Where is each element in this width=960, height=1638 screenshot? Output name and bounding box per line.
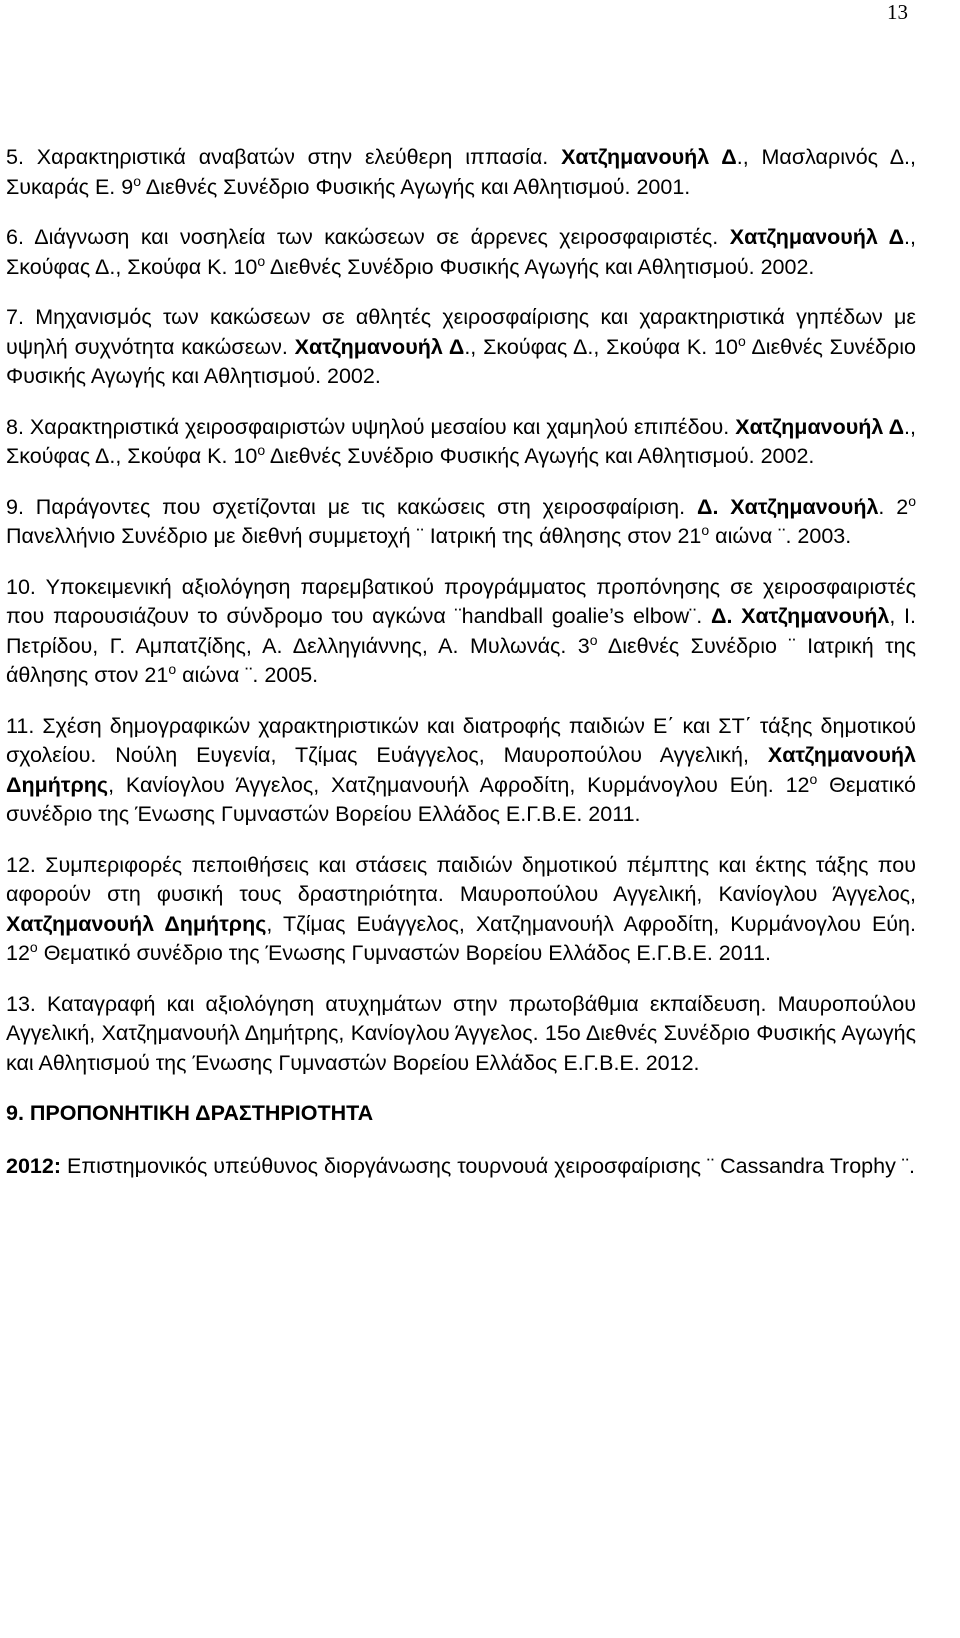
author-highlight: Χατζημανουήλ Δημήτρης bbox=[6, 743, 916, 797]
superscript: ο bbox=[29, 938, 38, 955]
entry-text: 7. Μηχανισμός των κακώσεων σε αθλητές χειροσφαίρισης και χαρακτηριστικά γηπέδων με υψηλή συχνότητα κακώσεων. bbox=[6, 305, 916, 359]
entry-text: , Κανίογλου Άγγελος, Χατζημανουήλ Αφροδίτη, Κυρμάνογλου Εύη. 12 bbox=[108, 772, 810, 797]
entry-text: Διεθνές Συνέδριο Φυσικής Αγωγής και Αθλητισμού. 2002. bbox=[265, 444, 815, 468]
publication-entry bbox=[6, 990, 916, 1079]
entry-text: 12. Συμπεριφορές πεποιθήσεις και στάσεις παιδιών δημοτικού πέμπτης και έκτης τάξης που αφορούν στη φυσική τους δραστηριότητα. Μαυροπούλου Αγγελική, Κανίογλου Άγγελος, bbox=[6, 852, 916, 906]
entry-text: ., Σκούφας Δ., Σκούφα Κ. 10 bbox=[6, 414, 916, 468]
entry-text: αιώνα ¨. 2005. bbox=[176, 663, 319, 687]
author-highlight: Χατζημανουήλ Δ bbox=[294, 334, 465, 359]
superscript: ο bbox=[257, 252, 266, 269]
activity-year: 2012: bbox=[6, 1153, 61, 1178]
publication-entry bbox=[6, 223, 916, 282]
page-number: 13 bbox=[887, 0, 908, 24]
document-body bbox=[6, 143, 916, 1181]
superscript: ο bbox=[133, 172, 142, 189]
entry-text: 9. Παράγοντες που σχετίζονται με τις κακώσεις στη χειροσφαίριση. bbox=[6, 494, 697, 519]
entry-text: 11. Σχέση δημογραφικών χαρακτηριστικών και διατροφής παιδιών Ε΄ και ΣΤ΄ τάξης δημοτικού σχολείου. Νούλη Ευγενία, Τζίμας Ευάγγελος, Μαυροπούλου Αγγελική, bbox=[6, 713, 916, 767]
entry-text: , Ι. Πετρίδου, Γ. Αμπατζίδης, Α. Δελληγιάννης, Α. Μυλωνάς. 3 bbox=[6, 604, 916, 658]
superscript: ο bbox=[809, 770, 818, 787]
entry-text: 6. Διάγνωση και νοσηλεία των κακώσεων σε άρρενες χειροσφαιριστές. bbox=[6, 225, 730, 249]
entry-text: Πανελλήνιο Συνέδριο με διεθνή συμμετοχή ¨ Ιατρική της άθλησης στον 21 bbox=[6, 524, 702, 548]
superscript: ο bbox=[589, 631, 598, 648]
author-highlight: Χατζημανουήλ Δ bbox=[729, 225, 905, 249]
entry-text: Διεθνές Συνέδριο Φυσικής Αγωγής και Αθλητισμού. 2002. bbox=[6, 334, 916, 388]
entry-text: ., Μασλαρινός Δ., Συκαράς Ε. 9 bbox=[6, 145, 916, 199]
activity-item bbox=[6, 1152, 916, 1182]
entry-text: 8. Χαρακτηριστικά χειροσφαιριστών υψηλού μεσαίου και χαμηλού επιπέδου. bbox=[6, 414, 736, 439]
entry-text: 5. Χαρακτηριστικά αναβατών στην ελεύθερη ιππασία. bbox=[6, 145, 562, 169]
publication-entry bbox=[6, 413, 916, 472]
author-highlight: Χατζημανουήλ Δ bbox=[735, 414, 905, 439]
entry-text: Διεθνές Συνέδριο Φυσικής Αγωγής και Αθλητισμού. 2002. bbox=[265, 254, 815, 279]
section-heading: 9. ΠΡΟΠΟΝΗΤΙΚΗ ΔΡΑΣΤΗΡΙΟΤΗΤΑ bbox=[6, 1101, 374, 1125]
author-highlight: Δ. Χατζημανουήλ bbox=[696, 494, 879, 519]
entry-text: , Τζίμας Ευάγγελος, Χατζημανουήλ Αφροδίτη, Κυρμάνογλου Εύη. 12 bbox=[6, 911, 916, 965]
author-highlight: Δ. Χατζημανουήλ bbox=[711, 604, 890, 628]
entry-text: Θεματικό συνέδριο της Ένωσης Γυμναστών Βορείου Ελλάδος Ε.Γ.Β.Ε. 2011. bbox=[37, 941, 772, 965]
publication-entry bbox=[6, 143, 916, 202]
superscript: ο bbox=[908, 492, 917, 509]
author-highlight: Χατζημανουήλ Δ bbox=[561, 145, 737, 169]
entry-text: 10. Υποκειμενική αξιολόγηση παρεμβατικού προγράμματος προπόνησης σε χειροσφαιριστές που παρουσιάζουν το σύνδρομο του αγκώνα ¨handball goalie’s elbow¨. bbox=[6, 574, 916, 628]
entry-text: Θεματικό συνέδριο της Ένωσης Γυμναστών Βορείου Ελλάδος Ε.Γ.Β.Ε. 2011. bbox=[6, 772, 916, 826]
publication-entry bbox=[6, 712, 916, 830]
entry-text: Διεθνές Συνέδριο Φυσικής Αγωγής και Αθλητισμού. 2001. bbox=[141, 174, 691, 199]
superscript: ο bbox=[168, 660, 177, 677]
superscript: ο bbox=[701, 521, 710, 538]
publication-list bbox=[6, 143, 916, 1078]
superscript: ο bbox=[257, 441, 266, 458]
entry-text: ., Σκούφας Δ., Σκούφα Κ. 10 bbox=[6, 225, 916, 279]
entry-text: . 2 bbox=[878, 494, 909, 519]
entry-text: 13. Καταγραφή και αξιολόγηση ατυχημάτων στην πρωτοβάθμια εκπαίδευση. Μαυροπούλου Αγγελική, Χατζημανουήλ Δημήτρης, Κανίογλου Άγγελος. 15ο Διεθνές Συνέδριο Φυσικής Αγωγής και Αθλητισμού της Ένωσης Γυμναστών Βορείου Ελλάδος Ε.Γ.Β.Ε. 2012. bbox=[6, 991, 916, 1075]
publication-entry bbox=[6, 493, 916, 552]
publication-entry bbox=[6, 303, 916, 392]
author-highlight: Χατζημανουήλ Δημήτρης bbox=[6, 911, 267, 936]
entry-text: αιώνα ¨. 2003. bbox=[709, 524, 852, 548]
superscript: ο bbox=[737, 332, 746, 349]
entry-text: Διεθνές Συνέδριο ¨ Ιατρική της άθλησης στον 21 bbox=[6, 633, 916, 687]
publication-entry bbox=[6, 851, 916, 969]
publication-entry bbox=[6, 573, 916, 691]
activity-text: Επιστημονικός υπεύθυνος διοργάνωσης τουρνουά χειροσφαίρισης ¨ Cassandra Trophy ¨. bbox=[61, 1153, 915, 1178]
entry-text: ., Σκούφας Δ., Σκούφα Κ. 10 bbox=[464, 334, 738, 359]
